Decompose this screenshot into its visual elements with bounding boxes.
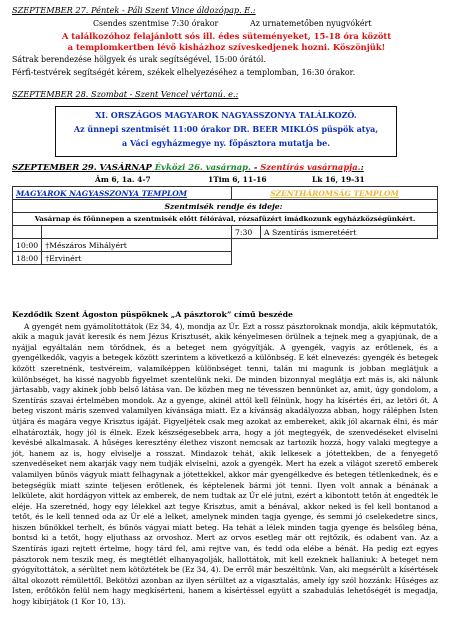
sep28-box-line-3: a Váci egyházmegye ny. főpásztora mutatja be. [122, 138, 330, 148]
row-3-name-left: †Ervinért [42, 252, 232, 265]
rosary-note: Vasárnap és főünnepen a szentmisék előtt félórával, rózsafüzért imádkozunk egyházközségünkért. [13, 213, 438, 226]
row-1-time-left [13, 226, 42, 239]
schedule-row [13, 239, 438, 252]
sep27-mass-note: Az urnatemetőben nyugvókért [250, 19, 372, 28]
mass-order-label: Szentmisék rendje és ideje: [13, 200, 438, 213]
sep28-title: SZEPTEMBER 28. Szombat - Szent Vencel vértanú. e.: [12, 89, 239, 99]
sep29-reading-1: Ám 6, 1a. 4-7 [95, 175, 151, 184]
sep29-reading-2: 1Tim 6, 11-16 [208, 175, 267, 184]
row-2-time-left: 10:00 [13, 239, 42, 252]
row-2-time-right [232, 239, 261, 252]
row-2-name-left: †Mészáros Mihályért [42, 239, 232, 252]
sep29-title: SZEPTEMBER 29. VASÁRNAP [12, 162, 152, 172]
sep29-reading-3: Lk 16, 19-31 [312, 175, 365, 184]
schedule-row [13, 226, 438, 239]
sep27-mass-label: Csendes szentmise 7:30 órakor [93, 19, 219, 28]
homily-section [12, 310, 438, 608]
row-1-name-left [42, 226, 232, 239]
row-3-time-left: 18:00 [13, 252, 42, 265]
mass-schedule-table [12, 186, 438, 265]
sep28-box-line-1: XI. ORSZÁGOS MAGYAROK NAGYASSZONYA TALÁLKOZÓ. [95, 110, 357, 120]
sep29-separator: - [250, 162, 261, 172]
sep27-harvest-line-1: A találkozóhoz felajánlott sós ill. édes süteményeket, 15-18 óra között [61, 31, 392, 41]
sep27-title: SZEPTEMBER 27. Péntek - Páli Szent Vince áldozópap. E.: [12, 5, 256, 15]
sep28-box-line-2: Az ünnepi szentmisét 11:00 órakor DR. BEER MIKLÓS püspök atya, [73, 124, 379, 134]
church-2-header: SZENTHÁROMSÁG TEMPLOM [232, 187, 438, 200]
homily-body: A gyengét nem gyámolítottátok (Ez 34, 4), mondja az Úr. Ezt a rossz pásztoroknak mondja, akik képmutatók, akik a maguk javát keresik és nem Jézus Krisztusét, akik kényelmesen örülnek a tejnek meg a gyapjúnak, de a nyájjal egyáltalán nem törődnek, és a beteget nem gyógyítják. A gyengék, vagyis az erőtlenek, és a gyengélkedők, vagyis a betegek között szerintem a következő a különbség. E két elnevezés: gyengék és betegek között szeretnénk, testvéreim, valamiképpen különbséget tenni, talán mi magunk is jobban meglátjuk a különbséget, ha kissé nagyobb figyelmet szentelünk neki. De minden bizonnyal meglátja ezt más is, aki nálunk jártasabb, vagy akinek jobb belső látása van. De közben meg ne tévesszen bennünket az, amit, úgy gondolom, a Szentírás szavai értelmében mondok. Az a gyenge, akinél attól kell félnünk, hogy ha kísértés éri, az letöri őt. A beteg viszont máris szenved valamilyen kívánsága miatt. Ez a kívánság akadályozza abban, hogy ráléphen Isten útjára és magára vegye Krisztus igáját. Figyeljétek csak meg azokat az embereket, akik jól akarnak élni, és már elhatározták, hogy jól is élnek. Ezek készségesebbek arra, hogy a jót megtegyék, de szenvedéseket elviselni kevésbé alkalmasak. A hűséges keresztény élethez viszont nemcsak az tartozik hozzá, hogy valaki megtegye a jót, hanem az is, hogy elviselje a rosszat. Mindazok tehát, akik lelkesek a jótettekben, de a fenyegető szenvedéseket nem akarják vagy nem tudják elviselni, azok a gyengék. Mert ha ezek a világot szerető emberek valamilyen bűnös vágyuk miatt felhagynak a jótettekkel, akkor már gyengélkedve és betegen tétlenkednek, és e betegségük miatt szinte teljesen erőtlenek, és képtelenek bármi jót tenni. Ilyen volt annak a bénának a lelkülete, akit hordágyon vittek az emberek, de nem tudtak az Úr elé jutni, ezért a kibontott tetőn át engedték le eléje. Ha szeretnéd, hogy egy lélekkel azt tegye Krisztus, amit a bénával, akkor neked is fel kell bontanod a tetőt, és le kell tenned oda az Úr elé a lelket, amelynek minden tagja gyenge, és semmi jó cselekedetre sincs, hiszen bűnökkel terhelt, és bűnös vágyai miatt beteg. Ha tehát a lélek minden tagja gyenge és belsőleg béna, bontsd ki a tetőt, hogy eljuthass az orvoshoz. Mert az orvos esetleg már ott rejtőzik, és odabent van. Az a Szentírás igazi rejtett értelme, hogy tárd fel, ami rejtve van, és tedd oda elébe a bénát. Ha pedig ezt egyes pásztorok nem teszik meg, és megtétlét elhanyagolják, hallottátok, mit kell ezeknek hallaniuk: A beteget nem gyógyítottátok, a sérültet nem kötöztétek be (Ez 34, 4). De erről már beszéltünk. Van, aki megsérült a kísértések által okozott rémülettől. Bekötözi azonban az ilyen sérültet az a vigasztalás, amely így szól hozzánk: Hűséges az Isten, erőtökön felül nem hagy megkísérteni, hanem a kísértéssel együtt a szabadulás lehetőségét is megadja, hogy kibírjátok (1 Kor 10, 13). [12, 321, 438, 607]
row-1-time-right: 7:30 [232, 226, 261, 239]
sep29-title-tail: : [360, 162, 364, 172]
sep27-chairs: Férfi-testvérek segítségét kérem, székek elhelyezéséhez a templomban, 16:30 órakor. [12, 68, 356, 77]
sep28-announcement-box [55, 106, 397, 157]
row-3-time-right [232, 252, 261, 265]
sep29-season: Évközi 26. vasárnap. [154, 162, 251, 172]
sep29-title-line [12, 162, 364, 172]
church-1-header: MAGYAROK NAGYASSZONYA TEMPLOM [13, 187, 232, 200]
sep29-feast: Szentírás vasárnapja. [260, 162, 361, 172]
sep27-harvest-line-2: a templomkertben lévő kisházhoz szíveskedjenek hozni. Köszönjük! [67, 42, 386, 52]
sep27-tents: Sátrak berendezése hölgyek és urak segítségével, 15:00 órától. [12, 55, 266, 64]
schedule-row [13, 252, 438, 265]
homily-heading: Kezdődik Szent Ágoston püspöknek „A pásztorok” című beszéde [12, 310, 293, 319]
row-3-name-right [261, 252, 438, 265]
row-1-name-right: A Szentírás ismeretéért [261, 226, 438, 239]
row-2-name-right [261, 239, 438, 252]
